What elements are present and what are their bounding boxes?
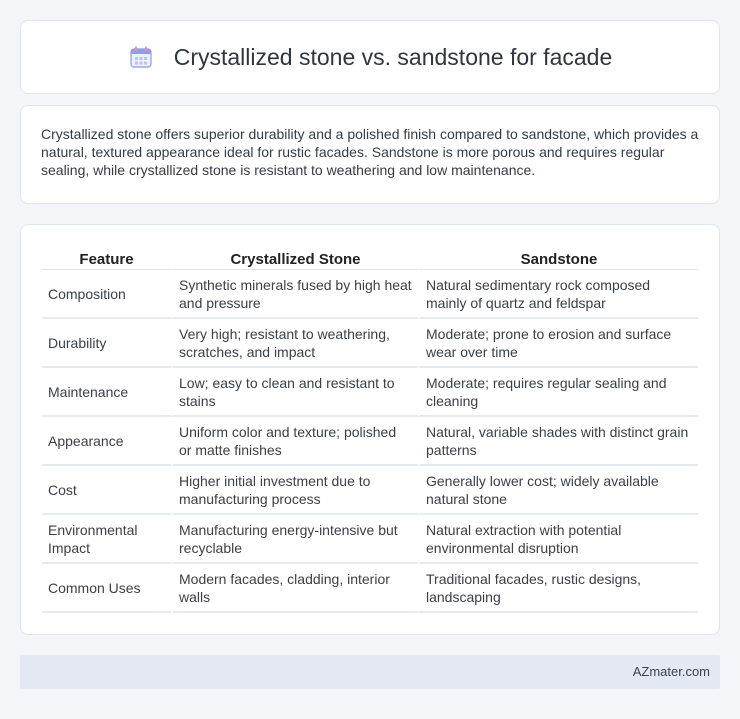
sandstone-cell: Natural, variable shades with distinct grain patterns: [418, 417, 698, 466]
crystallized-cell: Very high; resistant to weathering, scratches, and impact: [171, 319, 418, 368]
table-card: [20, 224, 720, 635]
feature-cell: Maintenance: [42, 368, 171, 417]
table-row: [42, 515, 698, 564]
table-row: [42, 564, 698, 613]
table-row: [42, 466, 698, 515]
title-wrap: [128, 44, 613, 71]
crystallized-cell: Manufacturing energy-intensive but recyclable: [171, 515, 418, 564]
brand-link[interactable]: AZmater.com: [632, 664, 710, 679]
title-card: [20, 20, 720, 94]
crystallized-cell: Higher initial investment due to manufacturing process: [171, 466, 418, 515]
sandstone-cell: Moderate; prone to erosion and surface wear over time: [418, 319, 698, 368]
feature-cell: Composition: [42, 270, 171, 319]
crystallized-cell: Low; easy to clean and resistant to stains: [171, 368, 418, 417]
sandstone-cell: Generally lower cost; widely available natural stone: [418, 466, 698, 515]
header-sandstone: Sandstone: [418, 245, 698, 270]
table-row: [42, 368, 698, 417]
crystallized-cell: Modern facades, cladding, interior walls: [171, 564, 418, 613]
sandstone-cell: Natural extraction with potential environmental disruption: [418, 515, 698, 564]
page-title: Crystallized stone vs. sandstone for facade: [173, 43, 613, 70]
summary-text: Crystallized stone offers superior durability and a polished finish compared to sandstone, which provides a natural, textured appearance ideal for rustic facades. Sandstone is more porous and requires regular sealing, while crystallized stone is resistant to weathering and low maintenance.: [41, 126, 699, 178]
crystallized-cell: Uniform color and texture; polished or matte finishes: [171, 417, 418, 466]
feature-cell: Common Uses: [42, 564, 171, 613]
header-crystallized-stone: Crystallized Stone: [171, 245, 418, 270]
calendar-icon: [128, 44, 154, 70]
sandstone-cell: Moderate; requires regular sealing and cleaning: [418, 368, 698, 417]
feature-cell: Appearance: [42, 417, 171, 466]
table-row: [42, 417, 698, 466]
footer-bar: [20, 655, 720, 689]
crystallized-cell: Synthetic minerals fused by high heat and pressure: [171, 270, 418, 319]
comparison-table: [42, 245, 698, 613]
feature-cell: Environmental Impact: [42, 515, 171, 564]
feature-cell: Cost: [42, 466, 171, 515]
table-row: [42, 270, 698, 319]
table-header-row: [42, 245, 698, 270]
sandstone-cell: Traditional facades, rustic designs, landscaping: [418, 564, 698, 613]
header-feature: Feature: [42, 245, 171, 270]
table-row: [42, 319, 698, 368]
sandstone-cell: Natural sedimentary rock composed mainly of quartz and feldspar: [418, 270, 698, 319]
feature-cell: Durability: [42, 319, 171, 368]
summary-card: [20, 105, 720, 204]
